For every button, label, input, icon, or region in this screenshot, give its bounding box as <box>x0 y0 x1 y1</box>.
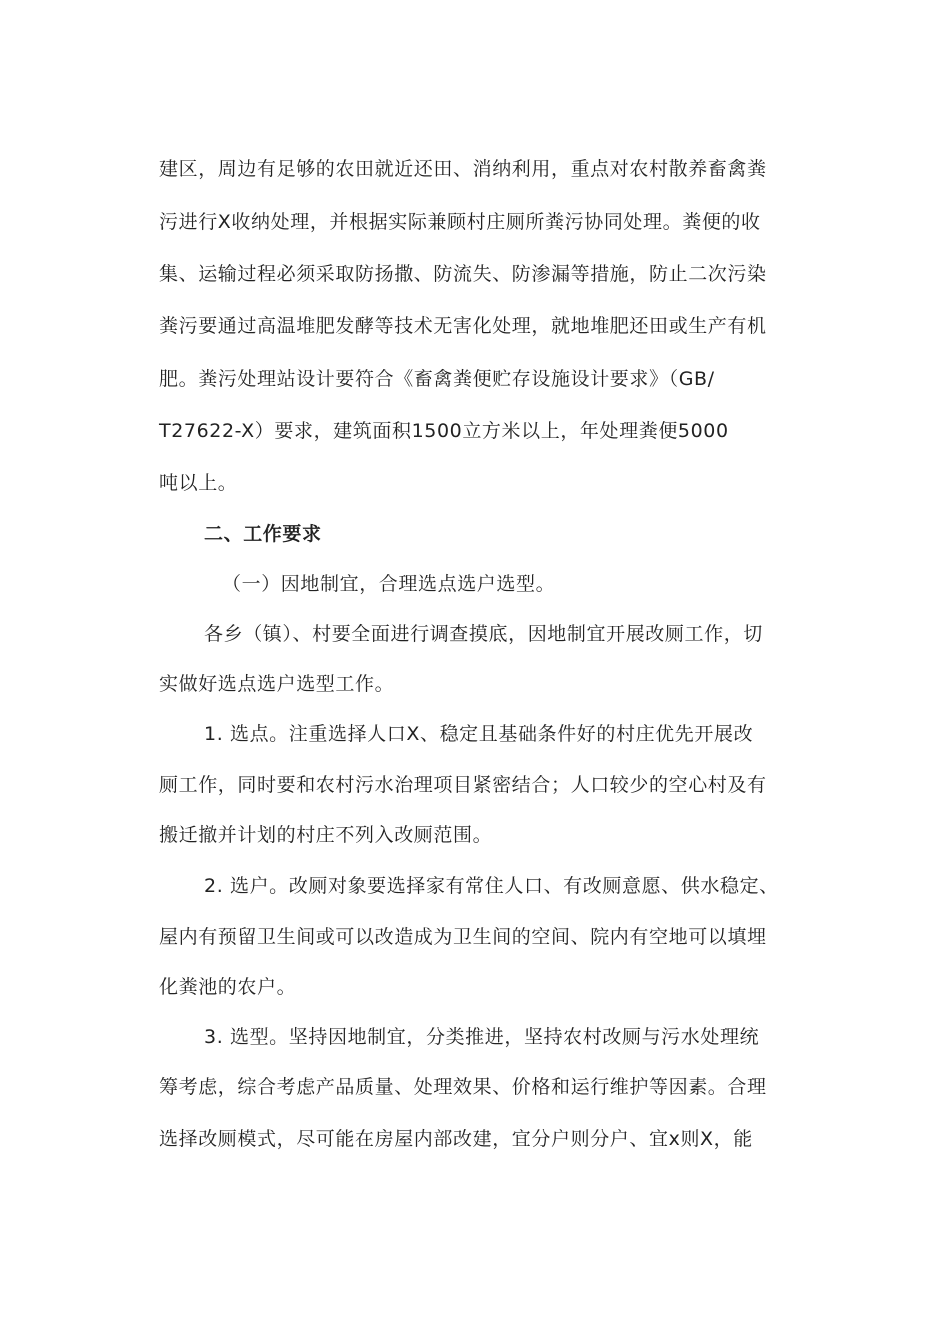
body-text-line: 粪污要通过高温堆肥发酵等技术无害化处理，就地堆肥还田或生产有机 <box>159 315 767 337</box>
body-text-line: 搬迁撤并计划的村庄不列入改厕范围。 <box>159 824 493 846</box>
body-text-line: 筹考虑，综合考虑产品质量、处理效果、价格和运行维护等因素。合理 <box>159 1076 767 1098</box>
body-text-line: 厕工作，同时要和农村污水治理项目紧密结合；人口较少的空心村及有 <box>159 774 767 796</box>
body-text-line: 建区，周边有足够的农田就近还田、消纳利用，重点对农村散养畜禽粪 <box>159 158 767 180</box>
section-heading: 二、工作要求 <box>204 523 322 545</box>
body-text-line: 屋内有预留卫生间或可以改造成为卫生间的空间、院内有空地可以填埋 <box>159 926 767 948</box>
body-text-line: 化粪池的农户。 <box>159 976 297 998</box>
body-text-line: 实做好选点选户选型工作。 <box>159 673 395 695</box>
list-item-line: 2. 选户。改厕对象要选择家有常住人口、有改厕意愿、供水稳定、 <box>204 875 779 897</box>
body-text-line: 选择改厕模式，尽可能在房屋内部改建，宜分户则分户、宜x则X，能 <box>159 1128 753 1150</box>
body-text-line: 集、运输过程必须采取防扬撒、防流失、防渗漏等措施，防止二次污染 <box>159 263 767 285</box>
body-text-line: 肥。粪污处理站设计要符合《畜禽粪便贮存设施设计要求》（GB/ <box>159 368 715 390</box>
body-text-line: T27622-X）要求，建筑面积1500立方米以上，年处理粪便5000 <box>159 420 729 442</box>
subsection-heading: （一）因地制宜，合理选点选户选型。 <box>222 573 556 595</box>
body-text-line: 污进行X收纳处理，并根据实际兼顾村庄厕所粪污协同处理。粪便的收 <box>159 211 761 233</box>
body-text-line: 各乡（镇）、村要全面进行调查摸底，因地制宜开展改厕工作，切 <box>204 623 763 645</box>
body-text-line: 吨以上。 <box>159 472 238 494</box>
list-item-line: 1. 选点。注重选择人口X、稳定且基础条件好的村庄优先开展改 <box>204 723 754 745</box>
list-item-line: 3. 选型。坚持因地制宜，分类推进，坚持农村改厕与污水处理统 <box>204 1026 760 1048</box>
